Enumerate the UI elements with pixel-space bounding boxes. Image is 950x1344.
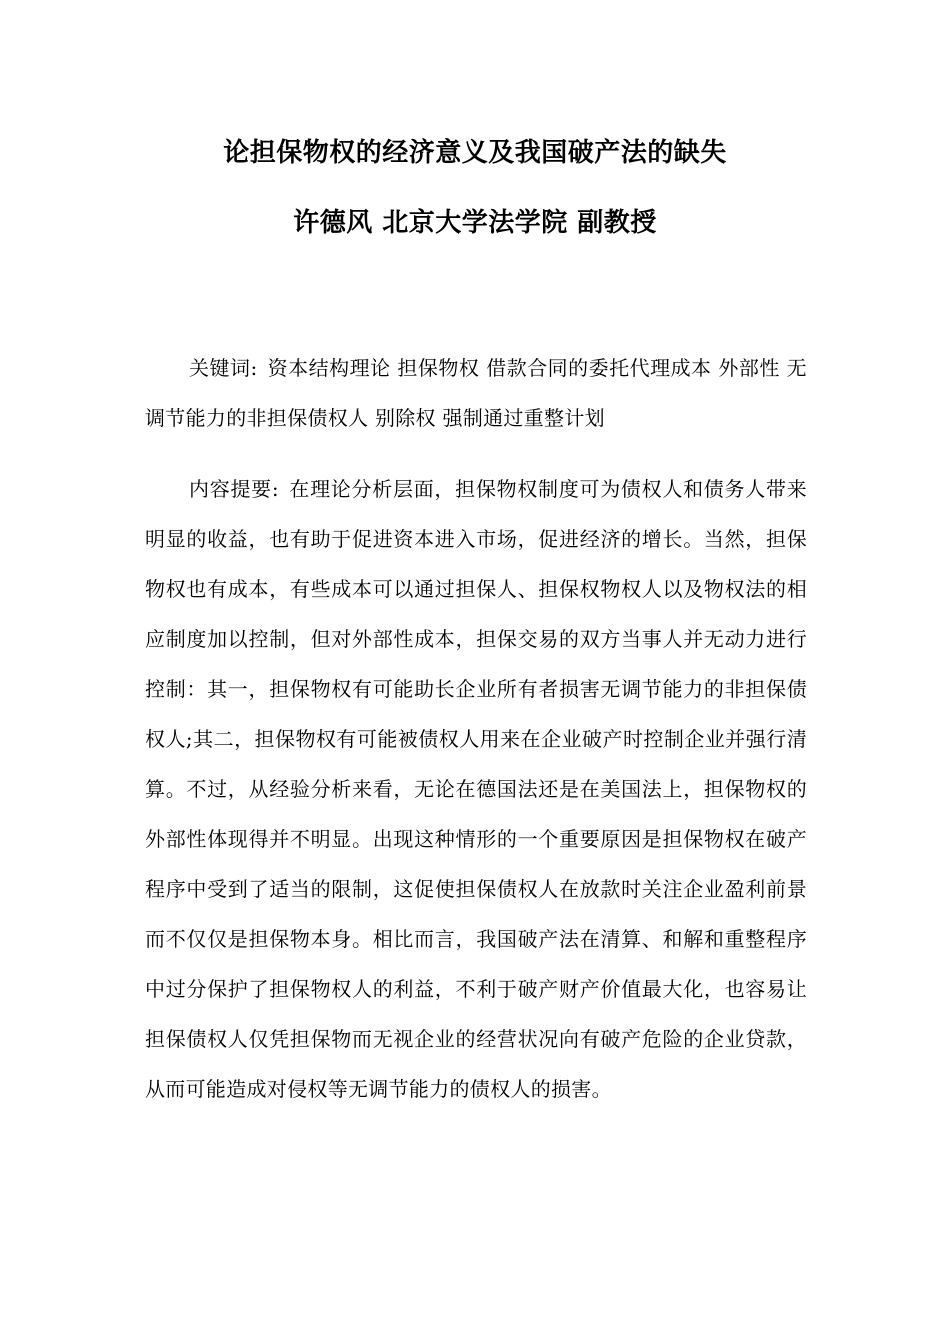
keywords-label: 关键词:	[189, 356, 258, 380]
abstract-paragraph	[145, 464, 807, 1114]
author-line: 许德风 北京大学法学院 副教授	[293, 208, 657, 238]
abstract-text: 在理论分析层面，担保物权制度可为债权人和债务人带来明显的收益，也有助于促进资本进入市场，促进经济的增长。当然，担保物权也有成本，有些成本可以通过担保人、担保权物权人以及物权法的相应制度加以控制，但对外部性成本，担保交易的双方当事人并无动力进行控制：其一，担保物权有可能助长企业所有者损害无调节能力的非担保债权人;其二，担保物权有可能被债权人用来在企业破产时控制企业并强行清算。不过，从经验分析来看，无论在德国法还是在美国法上，担保物权的外部性体现得并不明显。出现这种情形的一个重要原因是担保物权在破产程序中受到了适当的限制，这促使担保债权人在放款时关注企业盈利前景而不仅仅是担保物本身。相比而言，我国破产法在清算、和解和重整程序中过分保护了担保物权人的利益，不利于破产财产价值最大化，也容易让担保债权人仅凭担保物而无视企业的经营状况向有破产危险的企业贷款，从而可能造成对侵权等无调节能力的债权人的损害。	[145, 477, 807, 1101]
keywords-text: 资本结构理论 担保物权 借款合同的委托代理成本 外部性 无调节能力的非担保债权人 别除权 强制通过重整计划	[145, 356, 807, 430]
paper-title: 论担保物权的经济意义及我国破产法的缺失	[223, 138, 727, 168]
keywords-paragraph	[145, 343, 807, 443]
abstract-label: 内容提要:	[189, 477, 279, 501]
